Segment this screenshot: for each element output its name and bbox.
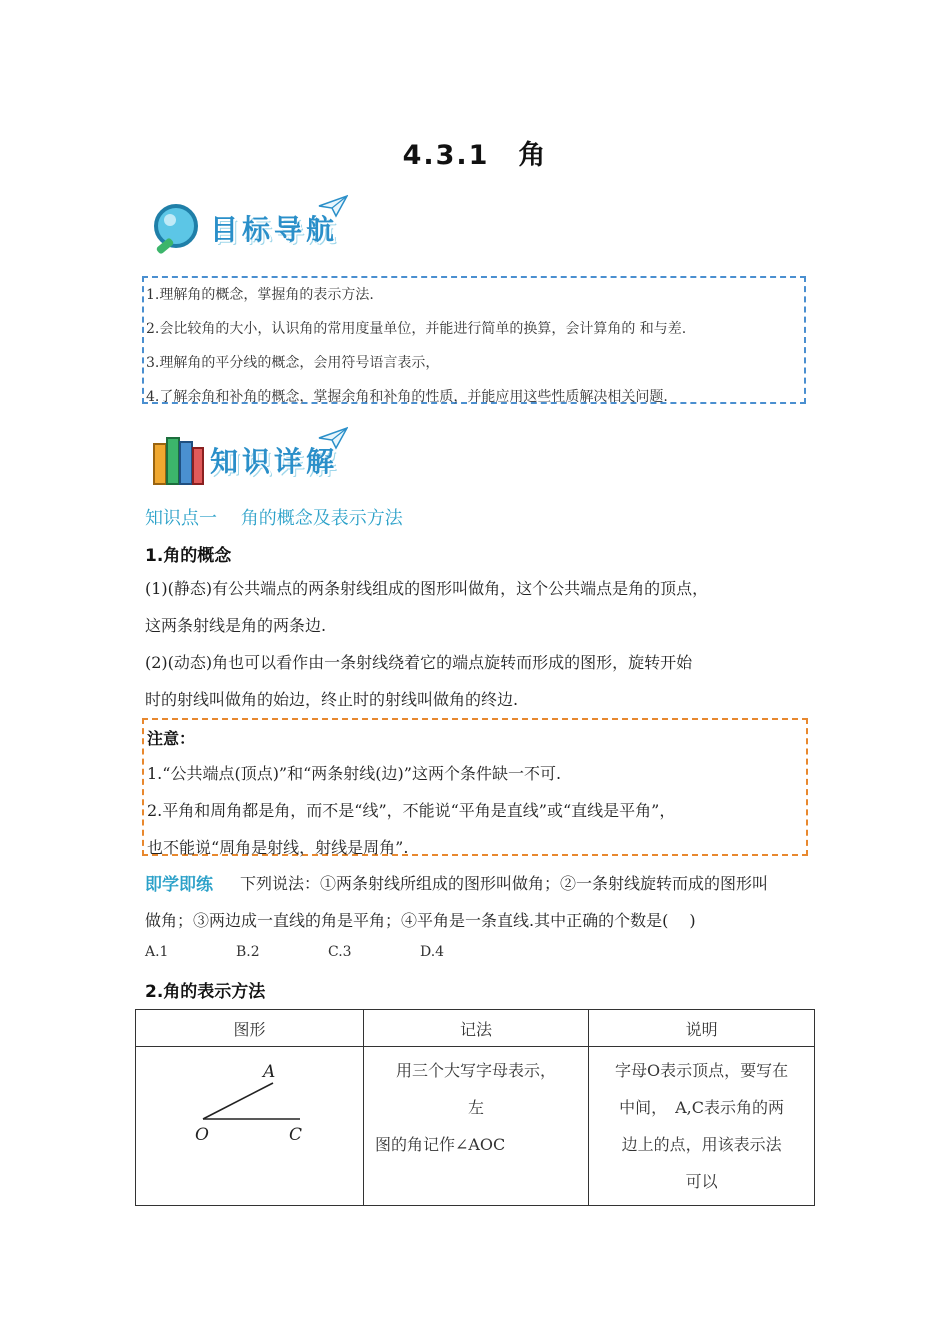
explanation-cell	[589, 1047, 815, 1206]
paragraph-line: 时的射线叫做角的始边，终止时的射线叫做角的终边.	[145, 690, 519, 709]
objectives-box	[142, 276, 806, 404]
practice-label: 即学即练	[145, 875, 213, 895]
table-header: 图形	[136, 1010, 364, 1047]
knowledge-point-heading: 知识点一 角的概念及表示方法	[145, 508, 403, 529]
paragraph-line: (1)(静态)有公共端点的两条射线组成的图形叫做角，这个公共端点是角的顶点，	[145, 579, 709, 598]
knowledge-badge-text: 知识详解	[210, 445, 339, 478]
option-b: B.2	[236, 944, 260, 960]
option-d: D.4	[420, 944, 445, 960]
objective-item: 1.理解角的概念，掌握角的表示方法.	[146, 287, 374, 303]
note-box	[142, 718, 808, 856]
explanation-line: 可以	[685, 1172, 718, 1191]
practice-question-line: 做角；③两边成一直线的角是平角；④平角是一条直线.其中正确的个数是( )	[145, 911, 696, 930]
objective-item: 4.了解余角和补角的概念，掌握余角和补角的性质，并能应用这些性质解决相关问题.	[146, 389, 668, 405]
notation-table	[135, 1009, 815, 1206]
page-title: 4.3.1 角	[402, 140, 548, 171]
table-row	[136, 1047, 815, 1206]
angle-aoc-figure	[137, 1048, 361, 1192]
objectives-badge	[150, 200, 348, 256]
table-header: 说明	[589, 1010, 815, 1047]
notation-cell	[363, 1047, 588, 1206]
objective-item: 3.理解角的平分线的概念，会用符号语言表示，	[146, 355, 440, 371]
objectives-badge-text: 目标导航	[210, 213, 339, 246]
magnifier-icon	[150, 200, 206, 256]
note-line: 也不能说“周角是射线，射线是周角”.	[147, 838, 409, 857]
subheading-angle-concept: 1.角的概念	[145, 546, 232, 566]
notation-line: 用三个大写字母表示，	[396, 1061, 557, 1080]
label-c: C	[289, 1125, 303, 1145]
paper-plane-icon	[318, 194, 348, 218]
option-a: A.1	[145, 944, 169, 960]
practice-question-line: 下列说法：①两条射线所组成的图形叫做角；②一条射线旋转而成的图形叫	[240, 874, 769, 893]
figure-cell	[136, 1047, 364, 1206]
label-a: A	[263, 1062, 276, 1082]
books-icon	[150, 432, 206, 488]
label-o: O	[195, 1125, 209, 1145]
option-c: C.3	[328, 944, 352, 960]
notation-line: 图的角记作∠AOC	[374, 1135, 506, 1154]
note-line: 2.平角和周角都是角，而不是“线”，不能说“平角是直线”或“直线是平角”，	[147, 801, 676, 820]
notation-line: 左	[468, 1098, 485, 1117]
note-line: 1.“公共端点(顶点)”和“两条射线(边)”这两个条件缺一不可.	[147, 764, 562, 783]
explanation-line: 字母O表示顶点，要写在	[615, 1061, 789, 1080]
table-header: 记法	[363, 1010, 588, 1047]
paragraph-line: 这两条射线是角的两条边.	[145, 616, 327, 635]
knowledge-badge	[150, 432, 348, 488]
note-title: 注意：	[147, 729, 196, 748]
paragraph-line: (2)(动态)角也可以看作由一条射线绕着它的端点旋转而形成的图形，旋转开始	[145, 653, 693, 672]
table-header-row	[136, 1010, 815, 1047]
paper-plane-icon	[318, 426, 348, 450]
subheading-angle-notation: 2.角的表示方法	[145, 982, 266, 1002]
explanation-line: 边上的点，用该表示法	[621, 1135, 782, 1154]
explanation-line: 中间， A,C表示角的两	[619, 1098, 785, 1117]
objective-item: 2.会比较角的大小，认识角的常用度量单位，并能进行简单的换算，会计算角的 和与差.	[146, 321, 687, 337]
